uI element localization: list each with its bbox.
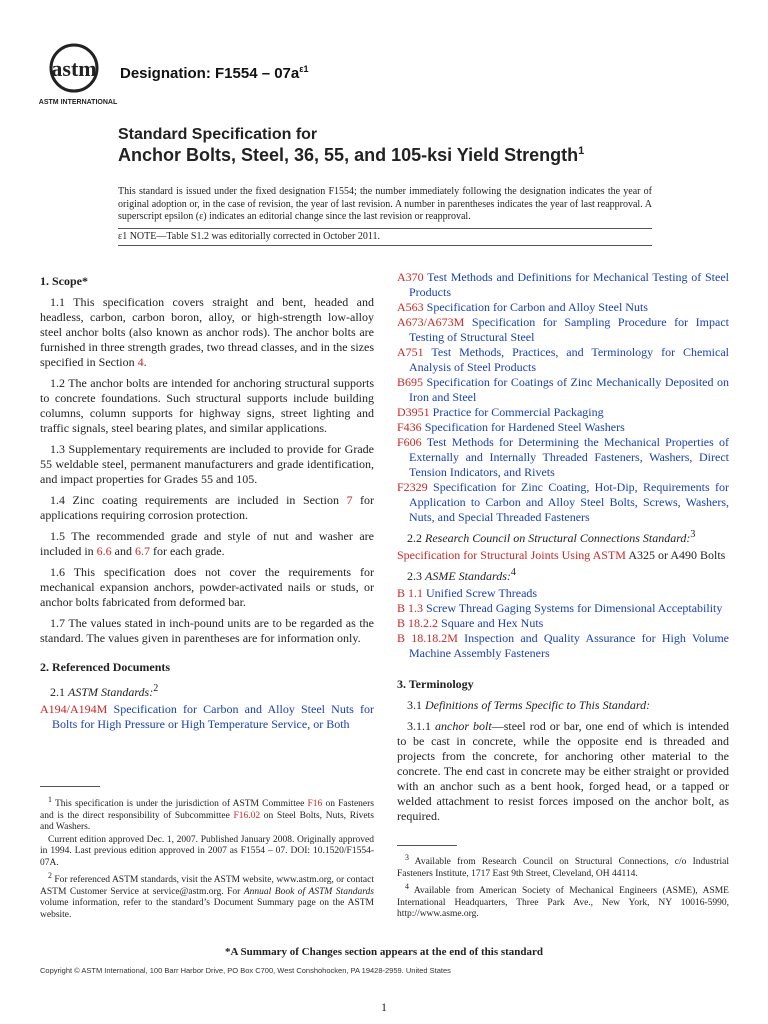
reference-item[interactable]: A194/A194M Specification for Carbon and Alloy Steel Nuts for Bolts for High Pressure or High Temperature Service, or Both (40, 702, 374, 731)
reference-title: Practice for Commercial Packaging (429, 405, 604, 419)
reference-item[interactable] (397, 616, 729, 631)
scope-paragraph: 1.1 This specification covers straight and bent, headed and headless, carbon, carbon boron, alloy, or high-strength low-alloy steel anchor bolts (also known as anchor rods). The anchor bolts are furnished in three strength grades, two thread classes, and in the sizes specified in Section 4. (40, 295, 374, 369)
reference-item[interactable] (397, 480, 729, 525)
title-line-1: Standard Specification for (118, 126, 318, 143)
rcsc-standard-label: 2.2 Research Council on Structural Connections Standard:$^3$ (407, 529, 696, 545)
reference-title: Screw Thread Gaging Systems for Dimensional Acceptability (423, 601, 723, 615)
reference-code: B695 (397, 375, 424, 389)
reference-title: Test Methods, Practices, and Terminology for Chemical Analysis of Steel Products (409, 345, 729, 374)
reference-item[interactable] (397, 270, 729, 300)
reference-code: F2329 (397, 480, 428, 494)
reference-title: Specification for Sampling Procedure for Impact Testing of Structural Steel (409, 315, 729, 344)
scope-paragraph: 1.7 The values stated in inch-pound units are to be regarded as the standard. The values given in parentheses are for information only. (40, 616, 374, 645)
reference-title: Test Methods for Determining the Mechanical Properties of Externally and Internally Threaded Fasteners, Washers, Direct Tension Indicators, and Rivets (409, 435, 729, 479)
scope-heading: 1. Scope* (40, 274, 88, 288)
section-link[interactable]: 6.6 (96, 544, 112, 558)
reference-item[interactable]: Specification for Structural Joints Using ASTM A325 or A490 Bolts (397, 548, 726, 562)
reference-code: D3951 (397, 405, 430, 419)
reference-item[interactable] (397, 601, 729, 616)
terminology-heading: 3. Terminology (397, 677, 474, 691)
reference-title: Specification for Carbon and Alloy Steel Nuts (423, 300, 648, 314)
reference-title: Inspection and Quality Assurance for High Volume Machine Assembly Fasteners (409, 631, 729, 660)
left-column (40, 270, 374, 732)
right-column (397, 270, 729, 830)
document-header (38, 42, 724, 112)
reference-item[interactable] (397, 586, 729, 601)
footnotes-right: $^3$ Available from Research Council on Structural Connections, c/o Industrial Fasteners Institute, 1717 East 9th Street, Cleveland, OH 44114. $^4$ Available from American Society of Mechanical Engineers (ASME), ASME International Headquarters, Three Park Ave., New York, NY 10016-5990, http://www.asme.org. (397, 853, 729, 920)
reference-title: Unified Screw Threads (423, 586, 538, 600)
committee-link[interactable]: F16 (307, 799, 323, 810)
reference-item[interactable] (397, 420, 729, 435)
terminology-paragraph: 3.1.1 anchor bolt—steel rod or bar, one end of which is intended to be cast in concrete, while the opposite end is threaded and projects from the concrete, for anchoring other material to the concrete. The end cast in concrete may be either straight or provided with an anchor such as a bent hook, forged head, or a tapped or welded attachment to resist forces imposed on the anchor bolt, as required. (397, 719, 730, 823)
summary-note: *A Summary of Changes section appears at the end of this standard (224, 946, 544, 958)
epsilon-note: ε1 NOTE—Table S1.2 was editorially corrected in October 2011. (118, 231, 380, 242)
reference-title: Test Methods and Definitions for Mechanical Testing of Steel Products (409, 270, 729, 299)
section-link[interactable]: 7 (346, 493, 353, 507)
reference-code: B 18.18.2M (397, 631, 458, 645)
footnotes-left: $^1$ This specification is under the jurisdiction of ASTM Committee F16 on Fasteners and is the direct responsibility of Subcommittee F16.02 on Steel Bolts, Nuts, Rivets and Washers. Current edition approved Dec. 1, 2007. Published January 2008. Originally approved in 1994. Last previous edition approved in 2007 as F1554 – 07. DOI: 10.1520/F1554-07A. $^2$ For referenced ASTM standards, visit the ASTM website, www.astm.org, or contact ASTM Customer Service at service@astm.org. For Annual Book of ASTM Standards volume information, refer to the standard’s Document Summary page on the ASTM website. (40, 795, 375, 920)
footnote-divider (40, 786, 100, 787)
page-title: Anchor Bolts, Steel, 36, 55, and 105-ksi Yield Strength$^1$ (118, 145, 585, 165)
svg-text:ASTM INTERNATIONAL: ASTM INTERNATIONAL (38, 99, 118, 106)
page-number: 1 (381, 1000, 387, 1014)
issuance-notice: This standard is issued under the fixed designation F1554; the number immediately following the designation indicates the year of original adoption or, in the case of revision, the year of last revision. A number in parentheses indicates the year of last reapproval. A superscript epsilon (ε) indicates an editorial change since the last revision or reapproval. (118, 186, 652, 223)
reference-title: Specification for Zinc Coating, Hot-Dip, Requirements for Application to Carbon and Alloy Steel Bolts, Screws, Washers, Nuts, and Special Threaded Fasteners (409, 480, 729, 524)
section-link[interactable]: 4 (137, 355, 144, 369)
reference-title: Square and Hex Nuts (438, 616, 544, 630)
svg-text:astm: astm (51, 56, 97, 81)
reference-code: B 1.1 (397, 586, 424, 600)
asme-reference-list (397, 586, 729, 661)
subcommittee-link[interactable]: F16.02 (233, 810, 261, 821)
footnote-divider (397, 845, 457, 846)
astm-standards-label: 2.1 ASTM Standards:$^2$ (50, 683, 159, 699)
reference-item[interactable] (397, 435, 729, 480)
reference-code: A751 (397, 345, 424, 359)
reference-code: B 18.2.2 (397, 616, 439, 630)
scope-paragraph: 1.4 Zinc coating requirements are included in Section 7 for applications requiring corrosion protection. (40, 493, 375, 522)
refdocs-heading: 2. Referenced Documents (40, 660, 171, 674)
divider (118, 245, 652, 246)
reference-item[interactable] (397, 405, 729, 420)
reference-item[interactable] (397, 315, 729, 345)
astm-logo-icon (38, 42, 118, 108)
astm-reference-list (397, 270, 729, 525)
designation: Designation: $F1554 - 07a^{\varepsilon 1}$ (120, 64, 309, 82)
copyright: Copyright © ASTM International, 100 Barr Harbor Drive, PO Box C700, West Conshohocken, PA 19428-2959. United States (40, 966, 451, 975)
reference-code: A370 (397, 270, 424, 284)
divider (118, 228, 652, 229)
reference-code: F606 (397, 435, 422, 449)
reference-title: Specification for Hardened Steel Washers (421, 420, 625, 434)
terminology-paragraph: 3.1 Definitions of Terms Specific to This Standard: (407, 698, 651, 712)
scope-paragraph: 1.3 Supplementary requirements are included to provide for Grade 55 weldable steel, permanent manufacturers and grade identification, and impact properties for Grades 55 and 105. (40, 442, 374, 486)
reference-item[interactable] (397, 631, 729, 661)
reference-code: A673/A673M (397, 315, 465, 329)
asme-standards-label: 2.3 ASME Standards:$^4$ (407, 567, 516, 583)
scope-paragraph: 1.6 This specification does not cover the requirements for mechanical expansion anchors, powder-activated nails or studs, or anchor bolts fabricated from deformed bar. (40, 565, 374, 609)
reference-code: A563 (397, 300, 424, 314)
reference-code: B 1.3 (397, 601, 424, 615)
scope-paragraph: 1.2 The anchor bolts are intended for anchoring structural supports to concrete foundations. Such structural supports include building columns, column supports for highway signs, street lighting and traffic signals, steel bearing plates, and similar applications. (40, 376, 374, 435)
reference-code: F436 (397, 420, 422, 434)
reference-item[interactable] (397, 375, 729, 405)
scope-paragraph: 1.5 The recommended grade and style of nut and washer are included in 6.6 and 6.7 for each grade. (40, 529, 374, 558)
section-link[interactable]: 6.7 (134, 544, 150, 558)
reference-item[interactable] (397, 300, 729, 315)
reference-title: Specification for Coatings of Zinc Mechanically Deposited on Iron and Steel (409, 375, 729, 404)
reference-item[interactable] (397, 345, 729, 375)
